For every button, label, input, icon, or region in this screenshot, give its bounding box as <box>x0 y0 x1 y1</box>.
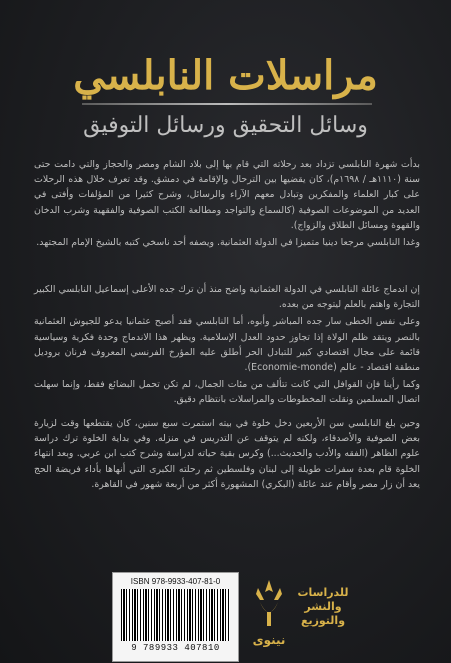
publisher-name: نينوى <box>252 633 286 647</box>
blurb-paragraph: وكما رأينا فإن القوافل التي كانت تتألف من مئات الجمال، لم تكن تحمل البضائع فقط، وإنما سهلت اتصال المسلمين ونقلت المخطوطات والمراسلات بانتظام دقيق. <box>34 379 420 406</box>
book-title: مراسلات النابلسي <box>73 52 378 99</box>
publisher-tagline <box>296 586 350 628</box>
book-subtitle: وسائل التحقيق ورسائل التوفيق <box>83 113 368 138</box>
publisher-line: والنشر <box>304 600 342 613</box>
blurb-section-3 <box>34 416 420 494</box>
blurb-section-2 <box>34 282 420 410</box>
publisher-line: للدراسات <box>297 586 349 599</box>
barcode-number: 9 789933 407810 <box>131 643 220 653</box>
blurb-paragraph: وغدا النابلسي مرجعا دينيا متميزا في الدولة العثمانية. ويصفه أحد ناسخي كتبه بالشيخ الإمام المجتهد. <box>36 237 420 249</box>
blurb-section-1 <box>34 157 420 252</box>
title-divider <box>82 103 372 105</box>
blurb-paragraph: وحين بلغ النابلسي سن الأربعين دخل خلوة في بيته استمرت سبع سنين، كان يقتطعها وقت لزيارة بعض الصوفية والأصدقاء، ولكنه لم يتوقف عن التدريس في منزله. وفي بداية الخلوة ترك دراسة علوم الظاهر (الفقه والأدب والحديث...) وكرس بقية حياته لدراسة وشرح كتب ابن عربي. وبعد انتهاء الخلوة قام بعدة سفرات طويلة إلى لبنان وفلسطين ثم رحلته الكبرى التي أنهاها بأداء فريضة الحج يعد أن زار مصر وأقام عند عائلة (البكري) المشهورة أكثر من أربعة شهور في القاهرة. <box>34 418 420 490</box>
blurb-paragraph: إن اندماج عائلة النابلسي في الدولة العثمانية واضح منذ أن ترك جده الأعلى إسماعيل النابلسي الكبير التجارة واهتم بالعلم ليتوجه من بعده. <box>34 284 420 311</box>
blurb-paragraph: بدأت شهرة النابلسي تزداد بعد رحلاته التي قام بها إلى بلاد الشام ومصر والحجاز والتي دامت حتى سنة (١١١٠هـ / ١٦٩٨م)، كان يقضيها بين الترحال والإقامة في دمشق. وقد تعرف خلال هذه الرحلات على كبار العلماء والمفكرين وتبادل معهم الآراء والرسائل، وشرح كثيرا من المؤلفات وأفتى في العديد من الموضوعات الصوفية (كالسماع والتواجد ومطالعة الكتب الصوفية والفقهية وشرب الدخان والقهوة ومسائل الطلاق والزواج). <box>34 159 420 231</box>
isbn-label: ISBN 978-9933-407-81-0 <box>130 577 221 586</box>
publisher-logo <box>250 578 288 652</box>
barcode <box>112 572 239 662</box>
blurb-paragraph: وعلى نفس الخطى سار جده المباشر وأبوه، أما النابلسي فقد أصبح عثمانيا يدعو للجيوش العثمانية بالنصر ويتقد ظلم الولاة إذا تجاوز حدود العدل الإسلامية. ويظهر هذا الاندماج وحدة فكرية وسياسية قائمة على مجال اقتصادي كبير للتبادل الحر أطلق عليه المؤرخ الفرنسي المعروف فرنان بروديل منطقة اقتصاد - عالم (Economie-monde). <box>34 316 420 374</box>
publisher-line: والتوزيع <box>300 614 346 627</box>
barcode-bars <box>121 589 230 641</box>
